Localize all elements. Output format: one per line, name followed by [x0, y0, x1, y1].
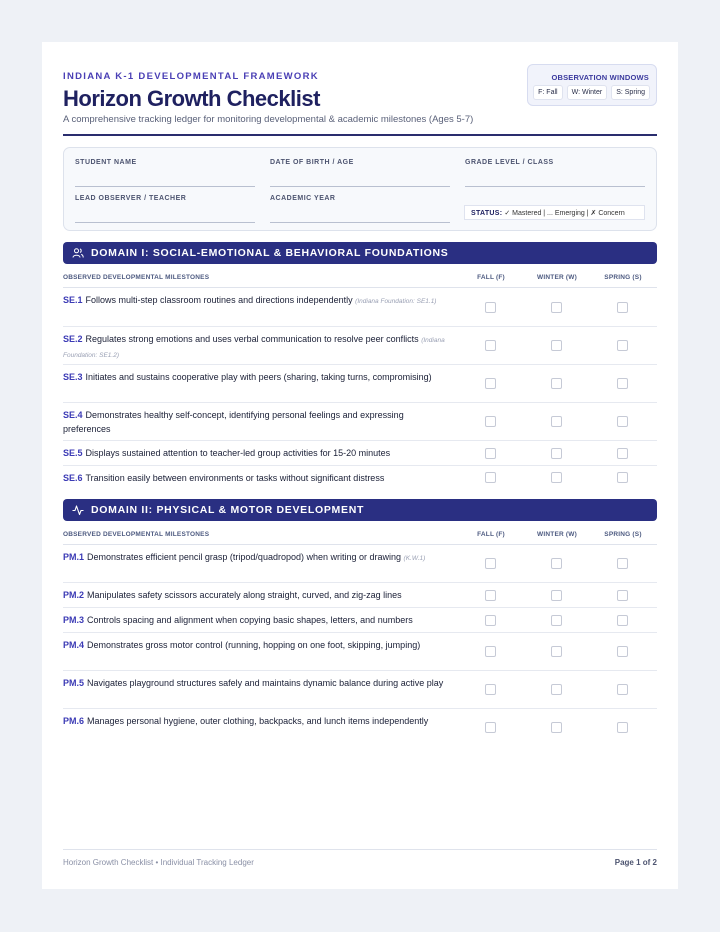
fall-checkbox[interactable] [485, 615, 496, 626]
activity-icon [72, 504, 84, 516]
spring-checkbox[interactable] [617, 416, 628, 427]
footer-divider [63, 849, 657, 850]
people-icon [72, 247, 84, 259]
milestones-column-header: OBSERVED DEVELOPMENTAL MILESTONES [63, 274, 210, 281]
milestone-description [63, 371, 448, 385]
fall-checkbox[interactable] [485, 472, 496, 483]
milestone-code: PM.4 [63, 640, 85, 650]
spring-checkbox[interactable] [617, 615, 628, 626]
milestone-code: PM.5 [63, 678, 85, 688]
milestone-description [63, 551, 448, 566]
winter-column-header: WINTER (W) [537, 531, 577, 538]
milestones-column-header: OBSERVED DEVELOPMENTAL MILESTONES [63, 531, 210, 538]
milestone-code: SE.4 [63, 410, 83, 420]
milestone-code: SE.5 [63, 448, 83, 458]
milestone-text: Manipulates safety scissors accurately along straight, curved, and zig-zag lines [87, 590, 402, 600]
milestone-description [63, 614, 448, 628]
student-name-label: STUDENT NAME [75, 159, 137, 166]
milestone-row [63, 441, 657, 466]
winter-chip: W: Winter [567, 85, 608, 100]
spring-checkbox[interactable] [617, 684, 628, 695]
milestone-description [63, 639, 448, 653]
milestone-reference: (Indiana Foundation: SE1.1) [355, 298, 437, 305]
milestone-row [63, 608, 657, 633]
milestone-row [63, 288, 657, 327]
milestone-text: Regulates strong emotions and uses verbal communication to resolve peer conflicts [85, 334, 419, 344]
milestone-reference: (Indiana Foundation: SE1.2) [63, 337, 445, 359]
milestone-text: Demonstrates gross motor control (running, hopping on one foot, skipping, jumping) [87, 640, 421, 650]
milestone-text: Initiates and sustains cooperative play with peers (sharing, taking turns, compromising) [85, 372, 432, 382]
fall-checkbox[interactable] [485, 378, 496, 389]
footer-caption: Horizon Growth Checklist • Individual Tracking Ledger [63, 858, 254, 867]
milestone-text: Displays sustained attention to teacher-led group activities for 15-20 minutes [85, 448, 391, 458]
checklist-page [42, 42, 678, 889]
fall-checkbox[interactable] [485, 558, 496, 569]
domain-header [63, 499, 657, 521]
fall-checkbox[interactable] [485, 302, 496, 313]
status-legend-text: ✓ Mastered | ... Emerging | ✗ Concern [504, 210, 625, 217]
page-subtitle: A comprehensive tracking ledger for monitoring developmental & academic milestones (Ages 5-7) [63, 114, 474, 125]
spring-checkbox[interactable] [617, 472, 628, 483]
domain-header [63, 242, 657, 264]
milestone-text: Navigates playground structures safely and maintains dynamic balance during active play [87, 678, 444, 688]
winter-checkbox[interactable] [551, 646, 562, 657]
milestone-description [63, 677, 448, 691]
grade-class-field[interactable] [465, 159, 645, 189]
milestone-text: Manages personal hygiene, outer clothing, backpacks, and lunch items independently [87, 716, 429, 726]
winter-checkbox[interactable] [551, 340, 562, 351]
winter-checkbox[interactable] [551, 590, 562, 601]
spring-checkbox[interactable] [617, 302, 628, 313]
milestone-text: Follows multi-step classroom routines and directions independently [85, 295, 353, 305]
page-title: Horizon Growth Checklist [63, 86, 320, 111]
spring-checkbox[interactable] [617, 378, 628, 389]
milestone-code: SE.6 [63, 473, 83, 483]
winter-checkbox[interactable] [551, 378, 562, 389]
winter-checkbox[interactable] [551, 722, 562, 733]
milestone-row [63, 545, 657, 583]
milestone-code: PM.6 [63, 716, 85, 726]
fall-checkbox[interactable] [485, 722, 496, 733]
academic-year-field[interactable] [270, 195, 450, 225]
milestone-code: SE.1 [63, 295, 83, 305]
fall-checkbox[interactable] [485, 590, 496, 601]
spring-checkbox[interactable] [617, 646, 628, 657]
milestone-code: PM.1 [63, 552, 85, 562]
fall-column-header: FALL (F) [477, 274, 505, 281]
milestone-description [63, 715, 448, 729]
milestone-description [63, 447, 448, 461]
milestone-text: Transition easily between environments or tasks without significant distress [85, 473, 385, 483]
lead-observer-label: LEAD OBSERVER / TEACHER [75, 195, 187, 202]
fall-checkbox[interactable] [485, 646, 496, 657]
status-legend [464, 205, 645, 220]
milestone-row [63, 671, 657, 709]
fall-checkbox[interactable] [485, 684, 496, 695]
fall-checkbox[interactable] [485, 340, 496, 351]
milestone-description [63, 409, 448, 436]
milestone-description [63, 333, 448, 362]
student-info-panel [63, 147, 657, 231]
milestone-code: PM.3 [63, 615, 85, 625]
lead-observer-field[interactable] [75, 195, 255, 225]
winter-checkbox[interactable] [551, 302, 562, 313]
fall-column-header: FALL (F) [477, 531, 505, 538]
milestone-description [63, 294, 448, 309]
spring-checkbox[interactable] [617, 448, 628, 459]
milestone-text: Demonstrates healthy self-concept, identifying personal feelings and expressing preferences [63, 410, 404, 434]
winter-checkbox[interactable] [551, 615, 562, 626]
milestone-description [63, 472, 448, 486]
domain-title: DOMAIN I: SOCIAL-EMOTIONAL & BEHAVIORAL FOUNDATIONS [91, 247, 449, 259]
page-number: Page 1 of 2 [614, 858, 657, 867]
winter-checkbox[interactable] [551, 558, 562, 569]
fall-checkbox[interactable] [485, 416, 496, 427]
table-header [63, 268, 657, 288]
milestone-code: SE.3 [63, 372, 83, 382]
fall-chip: F: Fall [533, 85, 562, 100]
milestone-code: PM.2 [63, 590, 85, 600]
domain-title: DOMAIN II: PHYSICAL & MOTOR DEVELOPMENT [91, 504, 365, 516]
framework-eyebrow: INDIANA K-1 DEVELOPMENTAL FRAMEWORK [63, 71, 319, 82]
milestone-description [63, 589, 448, 603]
winter-column-header: WINTER (W) [537, 274, 577, 281]
observation-windows-box [527, 64, 657, 106]
spring-checkbox[interactable] [617, 722, 628, 733]
dob-age-field[interactable] [270, 159, 450, 189]
table-header [63, 525, 657, 545]
milestone-code: SE.2 [63, 334, 83, 344]
fall-checkbox[interactable] [485, 448, 496, 459]
dob-age-label: DATE OF BIRTH / AGE [270, 159, 354, 166]
spring-chip: S: Spring [611, 85, 650, 100]
spring-checkbox[interactable] [617, 590, 628, 601]
milestone-row [63, 365, 657, 403]
spring-column-header: SPRING (S) [604, 274, 642, 281]
milestone-row [63, 633, 657, 671]
academic-year-label: ACADEMIC YEAR [270, 195, 336, 202]
milestone-row [63, 709, 657, 747]
spring-checkbox[interactable] [617, 558, 628, 569]
milestone-reference: (K.W.1) [403, 555, 426, 562]
winter-checkbox[interactable] [551, 472, 562, 483]
spring-checkbox[interactable] [617, 340, 628, 351]
student-name-field[interactable] [75, 159, 255, 189]
winter-checkbox[interactable] [551, 684, 562, 695]
winter-checkbox[interactable] [551, 448, 562, 459]
milestone-row [63, 403, 657, 441]
milestone-row [63, 466, 657, 490]
milestone-text: Demonstrates efficient pencil grasp (tripod/quadropod) when writing or drawing [87, 552, 402, 562]
status-label: STATUS: [471, 210, 503, 217]
milestone-row [63, 583, 657, 608]
spring-column-header: SPRING (S) [604, 531, 642, 538]
grade-class-label: GRADE LEVEL / CLASS [465, 159, 554, 166]
milestone-text: Controls spacing and alignment when copying basic shapes, letters, and numbers [87, 615, 413, 625]
header-divider [63, 134, 657, 136]
winter-checkbox[interactable] [551, 416, 562, 427]
observation-windows-title: OBSERVATION WINDOWS [551, 73, 649, 82]
milestone-row [63, 327, 657, 365]
